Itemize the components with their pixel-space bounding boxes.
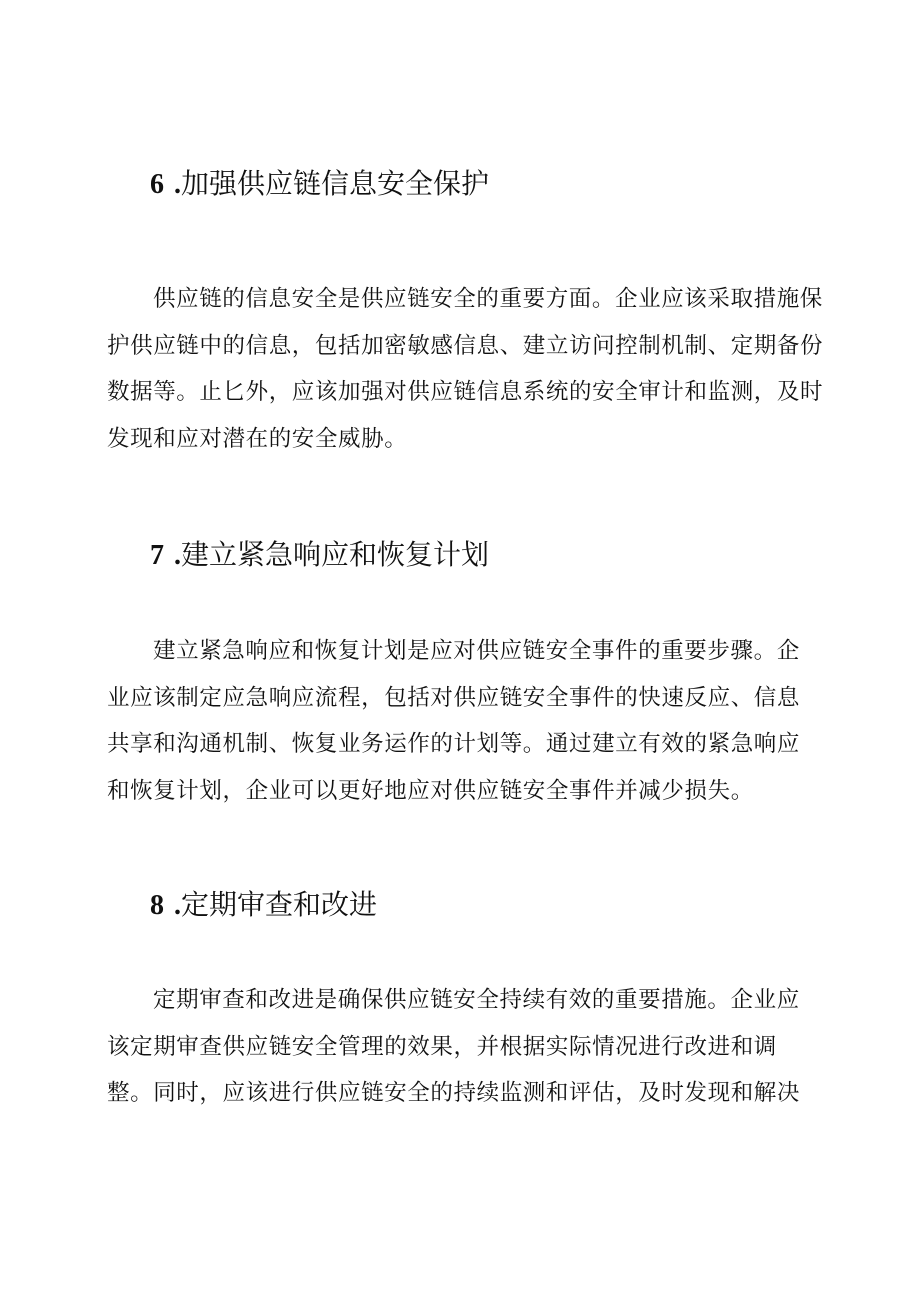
paragraph-line: 整。同时，应该进行供应链安全的持续监测和评估，及时发现和解决: [107, 1080, 801, 1106]
paragraph-line: 和恢复计划，企业可以更好地应对供应链安全事件并减少损失。: [107, 777, 754, 804]
section-title: 定期审查和改进: [181, 888, 378, 921]
paragraph-line: 建立紧急响应和恢复计划是应对供应链安全事件的重要步骤。企: [153, 638, 800, 664]
paragraph-line: 数据等。止匕外，应该加强对供应链信息系统的安全审计和监测，及时: [107, 379, 824, 405]
section-number: 6: [150, 169, 164, 200]
section-8-paragraph: [107, 977, 807, 1117]
section-title: 加强供应链信息安全保护: [181, 167, 490, 200]
section-number: 8: [150, 890, 164, 921]
paragraph-line: 供应链的信息安全是供应链安全的重要方面。企业应该采取措施保: [153, 286, 823, 312]
section-dot: .: [174, 890, 181, 921]
section-dot: .: [174, 169, 181, 200]
paragraph-line: 业应该制定应急响应流程，包括对供应链安全事件的快速反应、信息: [107, 684, 801, 711]
paragraph-line: 定期审查和改进是确保供应链安全持续有效的重要措施。企业应: [153, 987, 800, 1013]
section-dot: .: [174, 540, 181, 571]
paragraph-line: 该定期审查供应链安全管理的效果，并根据实际情况进行改进和调: [107, 1033, 777, 1060]
paragraph-line: 护供应链中的信息，包括加密敏感信息、建立访问控制机制、定期备份: [107, 332, 824, 359]
section-6-heading: [150, 164, 489, 204]
section-7-heading: [150, 535, 489, 575]
section-title: 建立紧急响应和恢复计划: [181, 538, 490, 571]
section-8-heading: [150, 885, 377, 925]
section-7-paragraph: [107, 628, 807, 814]
section-number: 7: [150, 540, 164, 571]
paragraph-line: 共享和沟通机制、恢复业务运作的计划等。通过建立有效的紧急响应: [107, 731, 801, 757]
paragraph-line: 发现和应对潜在的安全威胁。: [107, 425, 408, 452]
section-6-paragraph: [107, 276, 824, 462]
